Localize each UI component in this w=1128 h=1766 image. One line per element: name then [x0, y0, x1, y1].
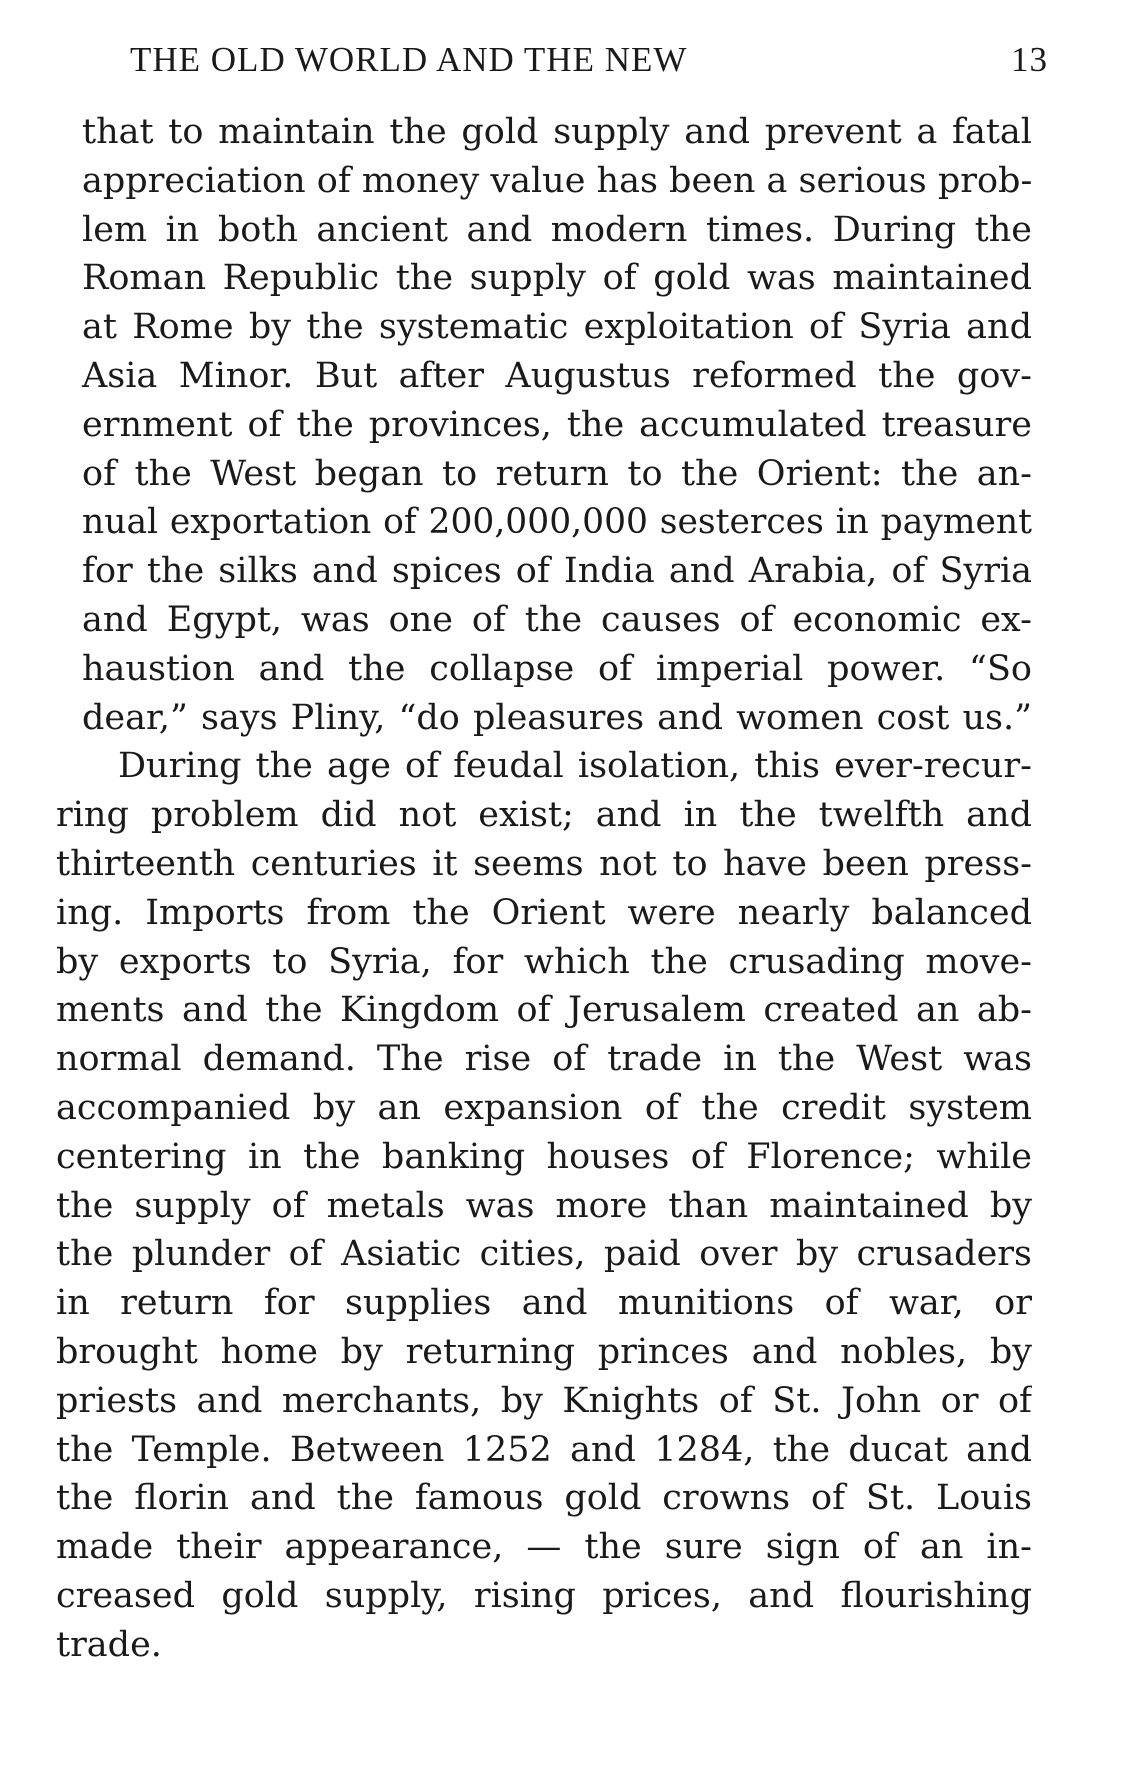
paragraph-2 [56, 742, 1032, 1669]
text-line: nual exportation of 200,000,000 sesterces in payment [82, 502, 1032, 543]
body-text [56, 108, 1032, 1670]
text-line: ing. Imports from the Orient were nearly balanced [56, 892, 1032, 933]
text-line: Roman Republic the supply of gold was maintained [82, 258, 1032, 299]
text-line: haustion and the collapse of imperial power. “So [82, 648, 1032, 689]
text-line: made their appearance, — the sure sign of an in- [56, 1527, 1032, 1568]
text-line: trade. [56, 1624, 162, 1665]
text-line: the plunder of Asiatic cities, paid over by crusaders [56, 1234, 1032, 1275]
text-line: priests and merchants, by Knights of St. John or of [56, 1380, 1032, 1421]
paragraph-1 [56, 108, 1032, 742]
page-number: 13 [1011, 40, 1048, 79]
text-line: the florin and the famous gold crowns of St. Louis [56, 1478, 1032, 1519]
running-head-title: THE OLD WORLD AND THE NEW [130, 40, 688, 79]
text-line: at Rome by the systematic exploitation of Syria and [82, 307, 1032, 348]
text-line: Asia Minor. But after Augustus reformed the gov- [82, 355, 1032, 396]
text-line: normal demand. The rise of trade in the West was [56, 1039, 1032, 1080]
text-line: the Temple. Between 1252 and 1284, the ducat and [56, 1429, 1032, 1470]
text-line: appreciation of money value has been a serious prob- [82, 160, 1032, 201]
text-line: in return for supplies and munitions of war, or [56, 1283, 1032, 1324]
text-line: by exports to Syria, for which the crusading move- [56, 941, 1032, 982]
text-line: and Egypt, was one of the causes of economic ex- [82, 599, 1032, 640]
text-line: the supply of metals was more than maintained by [56, 1185, 1032, 1226]
text-line: ring problem did not exist; and in the twelfth and [56, 795, 1032, 836]
text-line: centering in the banking houses of Florence; while [56, 1136, 1032, 1177]
text-line: that to maintain the gold supply and prevent a fatal [82, 112, 1032, 152]
text-line: lem in both ancient and modern times. During the [82, 209, 1032, 250]
text-line: for the silks and spices of India and Arabia, of Syria [82, 551, 1032, 592]
text-line: ments and the Kingdom of Jerusalem created an ab- [56, 990, 1032, 1031]
text-line: creased gold supply, rising prices, and flourishing [56, 1575, 1032, 1616]
running-head [130, 40, 1048, 90]
text-line: of the West began to return to the Orient: the an- [82, 453, 1032, 494]
text-line: During the age of feudal isolation, this ever-recur- [118, 746, 1032, 787]
text-line: ernment of the provinces, the accumulated treasure [82, 404, 1032, 445]
text-line: accompanied by an expansion of the credit system [56, 1087, 1032, 1128]
text-line: dear,” says Pliny, “do pleasures and women cost us.” [82, 697, 1032, 738]
text-line: brought home by returning princes and nobles, by [56, 1331, 1032, 1372]
text-line: thirteenth centuries it seems not to have been press- [56, 843, 1032, 884]
